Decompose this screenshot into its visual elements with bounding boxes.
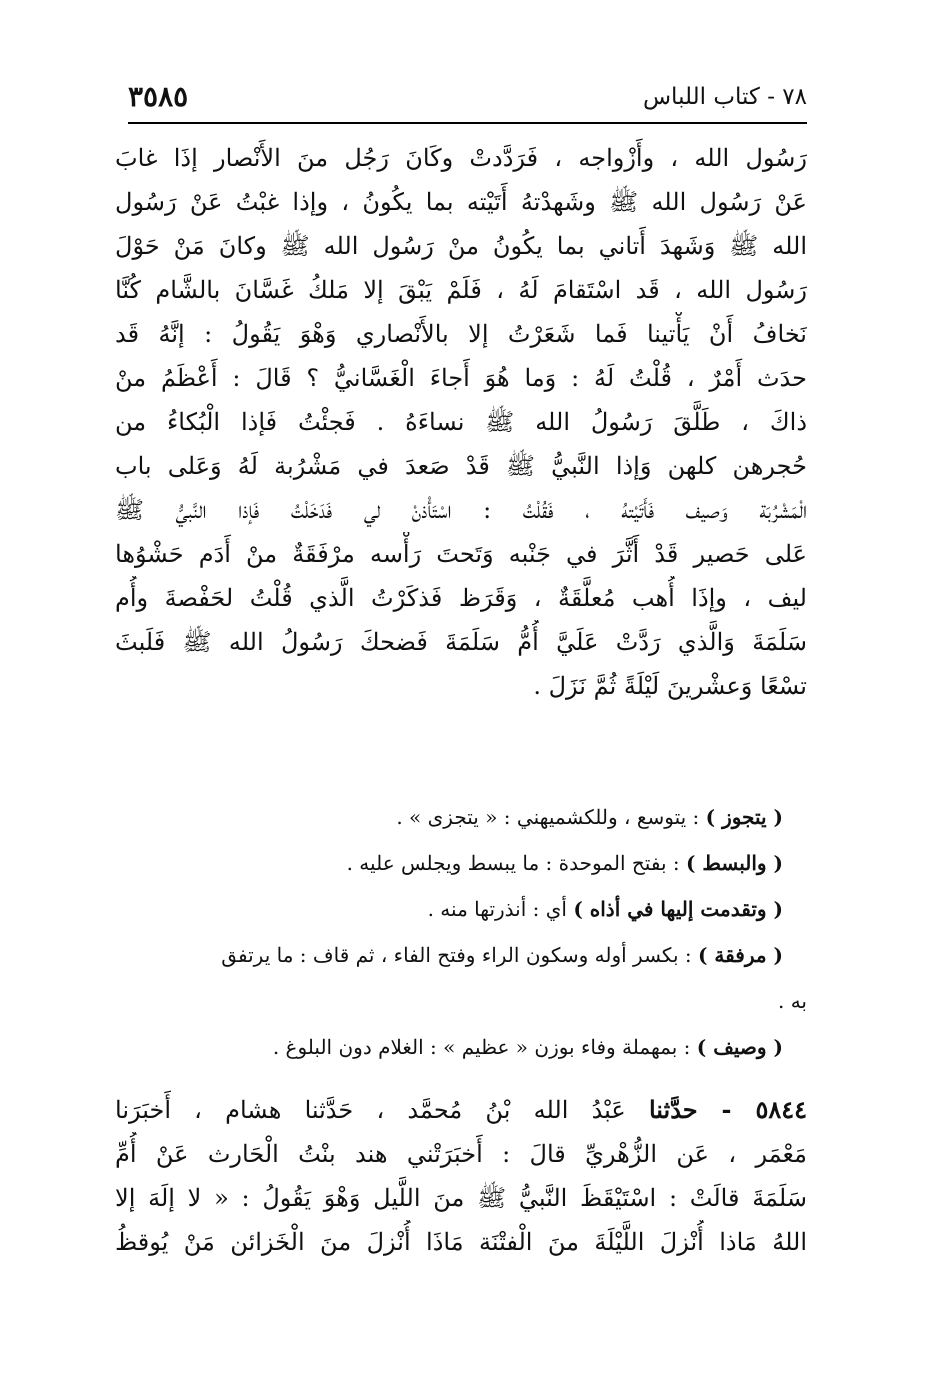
hadith-block: [115, 1088, 807, 1264]
hadith-line: سَلَمَةَ قالَتْ : اسْتَيْقَظَ النَّبيُّ ﷺ منَ اللَّيل وَهْوَ يَقُولُ : « لا إلَهَ إلا: [115, 1184, 807, 1212]
page-number: ٣٥٨٥: [128, 80, 189, 113]
note-term: ( مرفقة ): [698, 943, 783, 967]
note-item: [115, 886, 807, 932]
hadith-number: ٥٨٤٤ - حدَّثنا: [648, 1095, 807, 1124]
note-term: ( والبسط ): [685, 851, 783, 875]
note-text: أي : أنذرتها منه .: [427, 897, 574, 921]
hadith-line: مَعْمَر ، عَن الزُّهْريِّ قالَ : أَخبَرَتْني هند بنْتُ الْحَارث عَنْ أُمِّ: [115, 1140, 807, 1168]
note-term: ( وتقدمت إليها في أذاه ): [573, 897, 783, 921]
text-line: رَسُول الله ، قَد اسْتَقامَ لَهُ ، فَلَمْ يَبْقَ إلا مَلكُ غَسَّانَ بالشَّام كُنَّا: [115, 276, 807, 304]
text-line: ذاكَ ، طَلَّقَ رَسُولُ الله ﷺ نساءَهُ . فَجئْتُ فَإذا الْبُكاءُ من: [115, 408, 807, 436]
chapter-title: ٧٨ - كتاب اللباس: [642, 84, 807, 110]
note-text: : يتوسع ، وللكشميهني : « يتجزى » .: [396, 805, 706, 829]
text-line: حُجرهن كلهن وَإذا النَّبيُّ ﷺ قَدْ صَعدَ في مَشْرُبة لَهُ وَعَلى باب: [115, 452, 807, 480]
text-line: الْمَشْرُبَة وَصيف فَأَتَيْتهُ ، فَقُلْتُ : اسْتَأْذنْ لي فَدَخَلْتُ فَإذا النَّبيُّ ﷺ: [115, 496, 807, 524]
glossary-notes: [115, 794, 807, 1070]
note-item: [115, 978, 807, 1024]
text-line: الله ﷺ وَشَهدَ أَتاني بما يكُونُ منْ رَسُول الله ﷺ وكانَ مَنْ حَوْلَ: [115, 232, 807, 260]
note-text: : بمهملة وفاء بوزن « عظيم » : الغلام دون البلوغ .: [272, 1035, 697, 1059]
note-text: : بكسر أوله وسكون الراء وفتح الفاء ، ثم قاف : ما يرتفق: [221, 943, 698, 967]
hadith-text: عَبْدُ الله بْنُ مُحمَّد ، حَدَّثنا هشام ، أَخبَرَنا: [115, 1096, 649, 1124]
text-line: رَسُول الله ، وأَزْواجه ، فَرَدَّدتْ وكَانَ رَجُل منَ الأَنْصار إذَا غابَ: [115, 144, 807, 172]
text-line: عَلى حَصير قَدْ أَثَّرَ في جَنْبه وَتَحتَ رَأْسه مرْفَقَةٌ منْ أَدَم حَشْوُها: [115, 540, 807, 568]
main-text: [115, 136, 807, 708]
note-item: [115, 840, 807, 886]
text-line: سَلَمَةَ وَالَّذي رَدَّتْ عَلَيَّ أُمُّ سَلَمَةَ فَضحكَ رَسُولُ الله ﷺ فَلَبثَ: [115, 628, 807, 656]
note-item: [115, 1024, 807, 1070]
note-text: به .: [777, 989, 807, 1013]
hadith-line: اللهُ مَاذا أُنْزلَ اللَّيْلَةَ منَ الْفتْنَة مَاذَا أُنْزلَ منَ الْخَزائن مَنْ يُوقظُ: [115, 1228, 807, 1256]
page-header: [128, 80, 807, 124]
text-line: ليف ، وإذَا أُهب مُعلَّقَةٌ ، وَقَرَظ فَذكَرْتُ الَّذي قُلْتُ لحَفْصةَ وأُم: [115, 584, 807, 612]
note-item: [115, 932, 807, 978]
note-text: : بفتح الموحدة : ما يبسط ويجلس عليه .: [346, 851, 686, 875]
text-line: تسْعًا وَعشْرينَ لَيْلَةً ثُمَّ نَزَلَ .: [533, 672, 807, 700]
note-term: ( يتجوز ): [705, 805, 783, 829]
text-line: نَخافُ أَنْ يَأْتينا فَما شَعَرْتُ إلا بالأَنْصاري وَهْوَ يَقُولُ : إنَّهُ قَد: [115, 320, 807, 348]
note-item: [115, 794, 807, 840]
header-rule: [128, 122, 807, 124]
note-term: ( وصيف ): [696, 1035, 783, 1059]
hadith-first-line: [115, 1088, 807, 1132]
text-line: عَنْ رَسُول الله ﷺ وشَهدْتهُ أَتَيْته بما يكُونُ ، وإذا غبْتُ عَنْ رَسُول: [115, 188, 807, 216]
text-line: حدَث أَمْرٌ ، قُلْتُ لَهُ : وَما هُوَ أَجاءَ الْغَسَّانيُّ ؟ قَالَ : أَعْظَمُ منْ: [115, 364, 807, 392]
